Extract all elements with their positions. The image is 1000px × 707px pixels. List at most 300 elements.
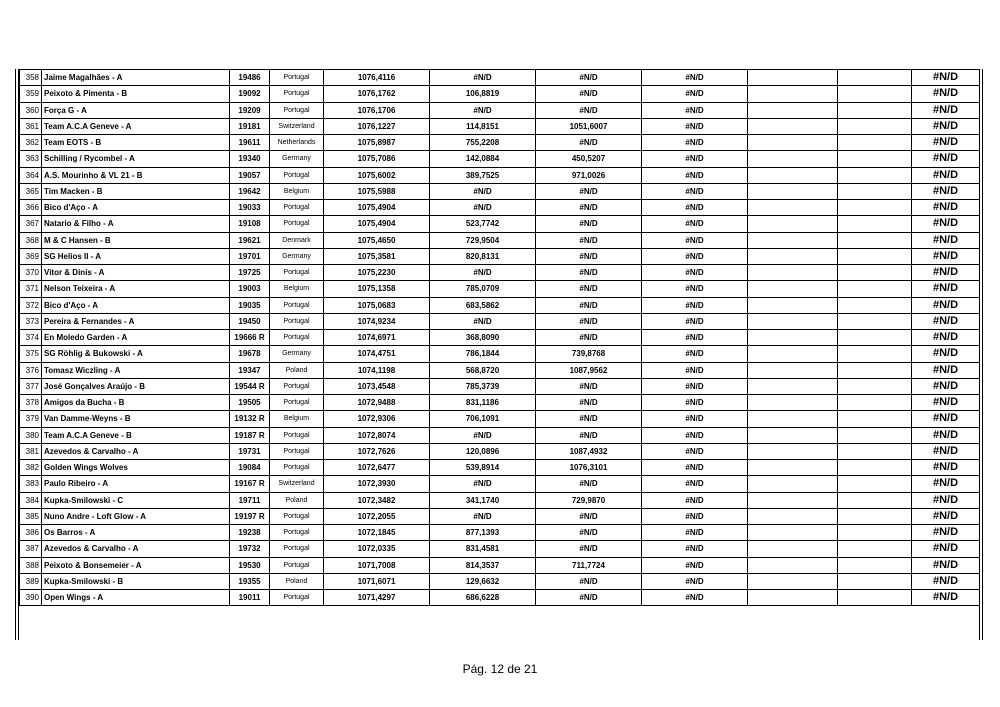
row-number: 379 — [20, 411, 42, 427]
score-3: #N/D — [536, 86, 642, 102]
empty-cell — [748, 395, 838, 411]
score-4: #N/D — [642, 102, 748, 118]
score-2: 129,6632 — [430, 573, 536, 589]
score-4: #N/D — [642, 313, 748, 329]
team-name: Azevedos & Carvalho - A — [42, 541, 230, 557]
team-name: Força G - A — [42, 102, 230, 118]
score-3: #N/D — [536, 590, 642, 606]
team-name: Bico d'Aço - A — [42, 297, 230, 313]
score-3: 1051,6007 — [536, 118, 642, 134]
empty-cell — [748, 573, 838, 589]
country: Netherlands — [270, 135, 324, 151]
table-row — [20, 427, 980, 443]
row-number: 377 — [20, 378, 42, 394]
team-name: Os Barros - A — [42, 525, 230, 541]
row-number: 368 — [20, 232, 42, 248]
team-name: Peixoto & Pimenta - B — [42, 86, 230, 102]
total-score: #N/D — [912, 297, 980, 313]
ring-code: 19711 — [230, 492, 270, 508]
country: Portugal — [270, 557, 324, 573]
score-4: #N/D — [642, 265, 748, 281]
total-score: #N/D — [912, 183, 980, 199]
empty-cell — [748, 557, 838, 573]
empty-cell — [748, 460, 838, 476]
empty-cell — [748, 232, 838, 248]
row-number: 370 — [20, 265, 42, 281]
empty-cell — [748, 70, 838, 86]
country: Poland — [270, 573, 324, 589]
ring-code: 19238 — [230, 525, 270, 541]
team-name: En Moledo Garden - A — [42, 330, 230, 346]
row-number: 359 — [20, 86, 42, 102]
team-name: Team A.C.A Geneve - B — [42, 427, 230, 443]
table-row — [20, 378, 980, 394]
empty-cell — [838, 297, 912, 313]
country: Portugal — [270, 508, 324, 524]
score-4: #N/D — [642, 216, 748, 232]
row-number: 372 — [20, 297, 42, 313]
country: Portugal — [270, 86, 324, 102]
score-3: #N/D — [536, 313, 642, 329]
ring-code: 19347 — [230, 362, 270, 378]
empty-cell — [838, 265, 912, 281]
score-2: 539,8914 — [430, 460, 536, 476]
ring-code: 19486 — [230, 70, 270, 86]
score-4: #N/D — [642, 476, 748, 492]
ring-code: 19701 — [230, 248, 270, 264]
score-2: 706,1091 — [430, 411, 536, 427]
total-score: #N/D — [912, 476, 980, 492]
country: Portugal — [270, 265, 324, 281]
team-name: SG Helios II - A — [42, 248, 230, 264]
score-1: 1075,2230 — [324, 265, 430, 281]
score-3: #N/D — [536, 541, 642, 557]
team-name: Nuno Andre - Loft Glow - A — [42, 508, 230, 524]
score-1: 1075,6002 — [324, 167, 430, 183]
row-number: 388 — [20, 557, 42, 573]
empty-cell — [748, 362, 838, 378]
country: Portugal — [270, 70, 324, 86]
total-score: #N/D — [912, 135, 980, 151]
empty-cell — [838, 411, 912, 427]
score-4: #N/D — [642, 411, 748, 427]
table-row — [20, 443, 980, 459]
team-name: Tim Macken - B — [42, 183, 230, 199]
empty-cell — [748, 525, 838, 541]
score-1: 1073,4548 — [324, 378, 430, 394]
country: Switzerland — [270, 118, 324, 134]
score-2: 814,3537 — [430, 557, 536, 573]
empty-cell — [838, 167, 912, 183]
score-1: 1072,3930 — [324, 476, 430, 492]
score-3: #N/D — [536, 102, 642, 118]
empty-cell — [838, 525, 912, 541]
score-3: 1087,9562 — [536, 362, 642, 378]
score-3: 1087,4932 — [536, 443, 642, 459]
empty-cell — [838, 378, 912, 394]
team-name: SG Röhlig & Bukowski - A — [42, 346, 230, 362]
empty-cell — [748, 541, 838, 557]
score-3: #N/D — [536, 476, 642, 492]
empty-cell — [838, 135, 912, 151]
ring-code: 19544 R — [230, 378, 270, 394]
ring-code: 19530 — [230, 557, 270, 573]
score-4: #N/D — [642, 167, 748, 183]
empty-cell — [748, 427, 838, 443]
score-2: 785,3739 — [430, 378, 536, 394]
country: Switzerland — [270, 476, 324, 492]
total-score: #N/D — [912, 313, 980, 329]
empty-cell — [748, 297, 838, 313]
total-score: #N/D — [912, 216, 980, 232]
empty-cell — [748, 492, 838, 508]
score-1: 1074,9234 — [324, 313, 430, 329]
table-row — [20, 135, 980, 151]
team-name: Van Damme-Weyns - B — [42, 411, 230, 427]
country: Portugal — [270, 102, 324, 118]
score-4: #N/D — [642, 395, 748, 411]
empty-cell — [748, 411, 838, 427]
total-score: #N/D — [912, 525, 980, 541]
empty-cell — [838, 70, 912, 86]
team-name: Team EOTS - B — [42, 135, 230, 151]
total-score: #N/D — [912, 232, 980, 248]
empty-cell — [748, 248, 838, 264]
row-number: 385 — [20, 508, 42, 524]
empty-cell — [748, 378, 838, 394]
ring-code: 19187 R — [230, 427, 270, 443]
score-1: 1074,1198 — [324, 362, 430, 378]
row-number: 369 — [20, 248, 42, 264]
team-name: M & C Hansen - B — [42, 232, 230, 248]
score-1: 1075,1358 — [324, 281, 430, 297]
empty-cell — [748, 86, 838, 102]
score-3: #N/D — [536, 200, 642, 216]
score-2: #N/D — [430, 508, 536, 524]
team-name: Paulo Ribeiro - A — [42, 476, 230, 492]
score-4: #N/D — [642, 297, 748, 313]
table-body — [20, 70, 980, 606]
table-row — [20, 492, 980, 508]
total-score: #N/D — [912, 200, 980, 216]
team-name: Schilling / Rycombel - A — [42, 151, 230, 167]
total-score: #N/D — [912, 492, 980, 508]
score-1: 1071,6071 — [324, 573, 430, 589]
table-row — [20, 265, 980, 281]
score-1: 1072,2055 — [324, 508, 430, 524]
score-2: 683,5862 — [430, 297, 536, 313]
score-3: #N/D — [536, 183, 642, 199]
table-row — [20, 297, 980, 313]
country: Portugal — [270, 216, 324, 232]
row-number: 383 — [20, 476, 42, 492]
score-1: 1075,5988 — [324, 183, 430, 199]
row-number: 363 — [20, 151, 42, 167]
total-score: #N/D — [912, 443, 980, 459]
score-3: #N/D — [536, 265, 642, 281]
score-1: 1072,3482 — [324, 492, 430, 508]
empty-cell — [838, 200, 912, 216]
total-score: #N/D — [912, 573, 980, 589]
score-3: #N/D — [536, 330, 642, 346]
ring-code: 19092 — [230, 86, 270, 102]
score-2: #N/D — [430, 427, 536, 443]
score-3: #N/D — [536, 411, 642, 427]
country: Portugal — [270, 378, 324, 394]
empty-cell — [838, 508, 912, 524]
row-number: 386 — [20, 525, 42, 541]
team-name: Amigos da Bucha - B — [42, 395, 230, 411]
score-4: #N/D — [642, 200, 748, 216]
score-3: #N/D — [536, 573, 642, 589]
score-4: #N/D — [642, 70, 748, 86]
score-2: #N/D — [430, 200, 536, 216]
score-1: 1072,9488 — [324, 395, 430, 411]
empty-cell — [748, 508, 838, 524]
total-score: #N/D — [912, 395, 980, 411]
score-2: 686,6228 — [430, 590, 536, 606]
empty-cell — [838, 476, 912, 492]
score-3: 971,0026 — [536, 167, 642, 183]
table-row — [20, 460, 980, 476]
score-3: 711,7724 — [536, 557, 642, 573]
row-number: 362 — [20, 135, 42, 151]
score-4: #N/D — [642, 378, 748, 394]
team-name: Peixoto & Bonsemeier - A — [42, 557, 230, 573]
empty-cell — [838, 151, 912, 167]
score-2: 785,0709 — [430, 281, 536, 297]
ring-code: 19450 — [230, 313, 270, 329]
score-3: 450,5207 — [536, 151, 642, 167]
empty-cell — [838, 346, 912, 362]
country: Germany — [270, 248, 324, 264]
row-number: 378 — [20, 395, 42, 411]
empty-cell — [838, 330, 912, 346]
total-score: #N/D — [912, 265, 980, 281]
score-2: 389,7525 — [430, 167, 536, 183]
score-4: #N/D — [642, 248, 748, 264]
score-4: #N/D — [642, 118, 748, 134]
score-1: 1072,8074 — [324, 427, 430, 443]
table-row — [20, 508, 980, 524]
score-3: #N/D — [536, 508, 642, 524]
score-4: #N/D — [642, 86, 748, 102]
team-name: Tomasz Wiczling - A — [42, 362, 230, 378]
ring-code: 19035 — [230, 297, 270, 313]
country: Belgium — [270, 183, 324, 199]
row-number: 367 — [20, 216, 42, 232]
score-2: #N/D — [430, 265, 536, 281]
score-2: 729,9504 — [430, 232, 536, 248]
row-number: 371 — [20, 281, 42, 297]
empty-cell — [838, 427, 912, 443]
score-1: 1074,6971 — [324, 330, 430, 346]
table-row — [20, 476, 980, 492]
score-4: #N/D — [642, 443, 748, 459]
score-2: #N/D — [430, 183, 536, 199]
ring-code: 19108 — [230, 216, 270, 232]
score-1: 1075,8987 — [324, 135, 430, 151]
row-number: 374 — [20, 330, 42, 346]
table-row — [20, 232, 980, 248]
page-number: Pág. 12 de 21 — [462, 662, 538, 676]
ring-code: 19011 — [230, 590, 270, 606]
table-row — [20, 541, 980, 557]
score-3: #N/D — [536, 395, 642, 411]
table-row — [20, 183, 980, 199]
score-3: #N/D — [536, 248, 642, 264]
row-number: 390 — [20, 590, 42, 606]
ring-code: 19355 — [230, 573, 270, 589]
country: Portugal — [270, 443, 324, 459]
ring-code: 19725 — [230, 265, 270, 281]
empty-cell — [748, 346, 838, 362]
table-row — [20, 346, 980, 362]
score-4: #N/D — [642, 346, 748, 362]
ring-code: 19642 — [230, 183, 270, 199]
table-row — [20, 200, 980, 216]
score-1: 1075,7086 — [324, 151, 430, 167]
score-2: 120,0896 — [430, 443, 536, 459]
score-1: 1071,4297 — [324, 590, 430, 606]
team-name: Open Wings - A — [42, 590, 230, 606]
empty-cell — [838, 362, 912, 378]
total-score: #N/D — [912, 151, 980, 167]
results-sheet — [19, 69, 983, 606]
row-number: 376 — [20, 362, 42, 378]
table-row — [20, 395, 980, 411]
empty-cell — [838, 86, 912, 102]
ring-code: 19132 R — [230, 411, 270, 427]
row-number: 365 — [20, 183, 42, 199]
empty-cell — [838, 102, 912, 118]
team-name: Kupka-Smilowski - C — [42, 492, 230, 508]
ring-code: 19621 — [230, 232, 270, 248]
row-number: 361 — [20, 118, 42, 134]
row-number: 375 — [20, 346, 42, 362]
total-score: #N/D — [912, 427, 980, 443]
empty-cell — [748, 330, 838, 346]
team-name: Pereira & Fernandes - A — [42, 313, 230, 329]
score-2: 106,8819 — [430, 86, 536, 102]
row-number: 366 — [20, 200, 42, 216]
empty-cell — [838, 443, 912, 459]
score-2: 341,1740 — [430, 492, 536, 508]
score-3: #N/D — [536, 297, 642, 313]
score-1: 1072,6477 — [324, 460, 430, 476]
table-row — [20, 590, 980, 606]
ring-code: 19731 — [230, 443, 270, 459]
score-1: 1076,1762 — [324, 86, 430, 102]
table-row — [20, 362, 980, 378]
ring-code: 19003 — [230, 281, 270, 297]
country: Portugal — [270, 313, 324, 329]
team-name: Jaime Magalhães - A — [42, 70, 230, 86]
score-1: 1072,0335 — [324, 541, 430, 557]
total-score: #N/D — [912, 167, 980, 183]
score-4: #N/D — [642, 508, 748, 524]
empty-cell — [838, 118, 912, 134]
table-row — [20, 102, 980, 118]
score-4: #N/D — [642, 362, 748, 378]
table-row — [20, 86, 980, 102]
table-row — [20, 248, 980, 264]
score-4: #N/D — [642, 573, 748, 589]
score-4: #N/D — [642, 151, 748, 167]
score-2: 755,2208 — [430, 135, 536, 151]
country: Germany — [270, 346, 324, 362]
score-4: #N/D — [642, 135, 748, 151]
ring-code: 19340 — [230, 151, 270, 167]
score-1: 1075,4904 — [324, 216, 430, 232]
score-4: #N/D — [642, 525, 748, 541]
score-3: 1076,3101 — [536, 460, 642, 476]
row-number: 384 — [20, 492, 42, 508]
score-2: #N/D — [430, 476, 536, 492]
row-number: 381 — [20, 443, 42, 459]
team-name: A.S. Mourinho & VL 21 - B — [42, 167, 230, 183]
empty-cell — [748, 281, 838, 297]
team-name: Kupka-Smilowski - B — [42, 573, 230, 589]
team-name: Golden Wings Wolves — [42, 460, 230, 476]
table-row — [20, 573, 980, 589]
country: Germany — [270, 151, 324, 167]
team-name: José Gonçalves Araújo - B — [42, 378, 230, 394]
empty-cell — [838, 557, 912, 573]
table-row — [20, 118, 980, 134]
score-2: 831,1186 — [430, 395, 536, 411]
total-score: #N/D — [912, 460, 980, 476]
score-2: 523,7742 — [430, 216, 536, 232]
score-2: #N/D — [430, 70, 536, 86]
total-score: #N/D — [912, 362, 980, 378]
empty-cell — [748, 118, 838, 134]
team-name: Vitor & Dinis - A — [42, 265, 230, 281]
row-number: 389 — [20, 573, 42, 589]
total-score: #N/D — [912, 508, 980, 524]
score-2: 568,8720 — [430, 362, 536, 378]
ring-code: 19167 R — [230, 476, 270, 492]
empty-cell — [838, 313, 912, 329]
score-1: 1075,4904 — [324, 200, 430, 216]
table-row — [20, 411, 980, 427]
score-4: #N/D — [642, 541, 748, 557]
total-score: #N/D — [912, 378, 980, 394]
empty-cell — [748, 443, 838, 459]
score-4: #N/D — [642, 557, 748, 573]
country: Portugal — [270, 330, 324, 346]
ring-code: 19033 — [230, 200, 270, 216]
empty-cell — [748, 476, 838, 492]
empty-cell — [838, 590, 912, 606]
country: Portugal — [270, 395, 324, 411]
score-3: 729,9870 — [536, 492, 642, 508]
score-4: #N/D — [642, 330, 748, 346]
row-number: 380 — [20, 427, 42, 443]
score-3: #N/D — [536, 525, 642, 541]
score-3: #N/D — [536, 70, 642, 86]
score-3: #N/D — [536, 232, 642, 248]
empty-cell — [748, 313, 838, 329]
empty-cell — [838, 492, 912, 508]
ring-code: 19057 — [230, 167, 270, 183]
row-number: 364 — [20, 167, 42, 183]
score-3: #N/D — [536, 427, 642, 443]
score-2: 786,1844 — [430, 346, 536, 362]
total-score: #N/D — [912, 248, 980, 264]
country: Poland — [270, 362, 324, 378]
total-score: #N/D — [912, 118, 980, 134]
